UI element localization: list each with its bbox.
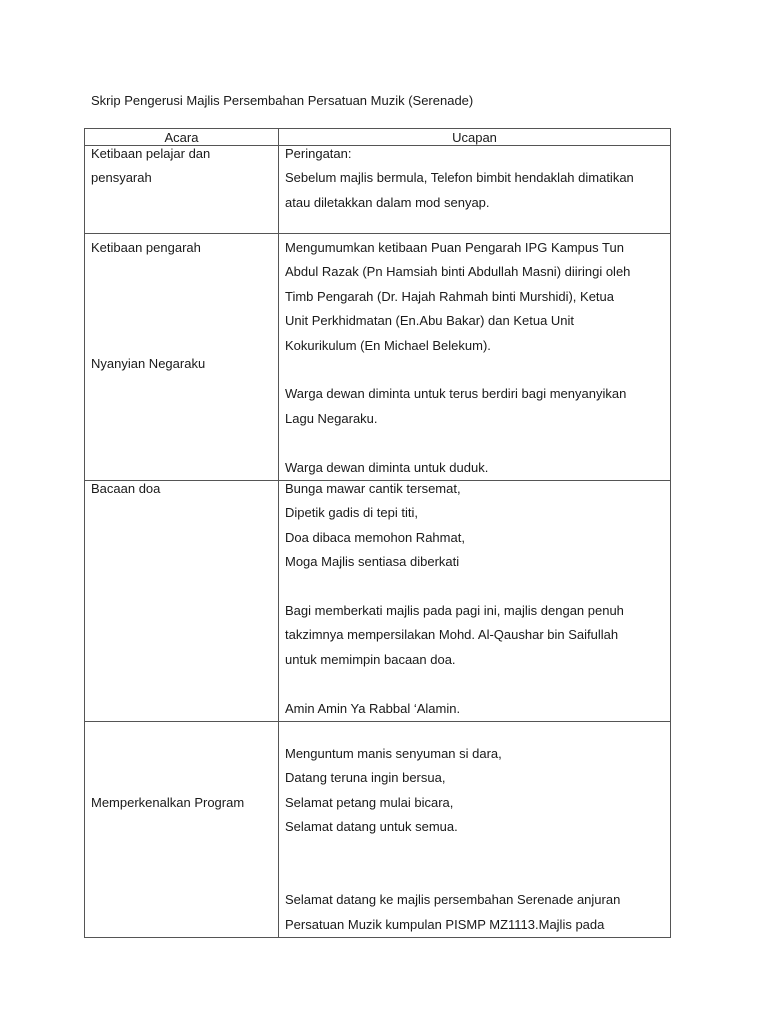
ucapan-line: Amin Amin Ya Rabbal ‘Alamin. <box>285 700 461 716</box>
ucapan-line: Unit Perkhidmatan (En.Abu Bakar) dan Ketua Unit <box>285 313 575 329</box>
ucapan-line: Mengumumkan ketibaan Puan Pengarah IPG Kampus Tun <box>285 240 624 255</box>
acara-cell <box>85 234 279 481</box>
ucapan-line: Doa dibaca memohon Rahmat, <box>285 529 465 545</box>
table-row <box>85 481 671 722</box>
ucapan-line: Selamat datang ke majlis persembahan Serenade anjuran <box>285 892 621 908</box>
ucapan-line: Selamat datang untuk semua. <box>285 819 458 835</box>
ucapan-line: Warga dewan diminta untuk terus berdiri bagi menyanyikan <box>285 386 627 402</box>
ucapan-cell <box>279 722 671 938</box>
ucapan-line: Bagi memberkati majlis pada pagi ini, majlis dengan penuh <box>285 603 624 619</box>
ucapan-cell <box>279 146 671 234</box>
acara-line: Ketibaan pengarah <box>91 240 201 255</box>
ucapan-line: Persatuan Muzik kumpulan PISMP MZ1113.Majlis pada <box>285 916 605 932</box>
ucapan-line: Moga Majlis sentiasa diberkati <box>285 554 460 570</box>
ucapan-line: Dipetik gadis di tepi titi, <box>285 505 418 521</box>
ucapan-line: Bunga mawar cantik tersemat, <box>285 481 461 497</box>
script-table <box>84 128 671 938</box>
acara-cell <box>85 146 279 234</box>
ucapan-line: atau diletakkan dalam mod senyap. <box>285 194 490 210</box>
ucapan-line: Timb Pengarah (Dr. Hajah Rahmah binti Murshidi), Ketua <box>285 288 614 304</box>
ucapan-cell <box>279 481 671 722</box>
ucapan-line: Kokurikulum (En Michael Belekum). <box>285 337 491 353</box>
ucapan-line: Peringatan: <box>285 146 352 161</box>
acara-cell <box>85 722 279 938</box>
ucapan-line: Lagu Negaraku. <box>285 410 378 426</box>
ucapan-line: Datang teruna ingin bersua, <box>285 770 446 786</box>
table-row <box>85 722 671 938</box>
acara-cell <box>85 481 279 722</box>
ucapan-line: takzimnya mempersilakan Mohd. Al-Qaushar bin Saifullah <box>285 627 619 643</box>
ucapan-cell <box>279 234 671 481</box>
ucapan-line: Menguntum manis senyuman si dara, <box>285 746 502 762</box>
table-row <box>85 234 671 481</box>
acara-line: Ketibaan pelajar dan <box>91 146 211 161</box>
header-acara: Acara <box>85 129 279 146</box>
ucapan-line: Sebelum majlis bermula, Telefon bimbit hendaklah dimatikan <box>285 170 634 186</box>
acara-line: Nyanyian Negaraku <box>91 356 206 371</box>
header-ucapan: Ucapan <box>279 129 671 146</box>
ucapan-line: Selamat petang mulai bicara, <box>285 794 454 810</box>
acara-line: Memperkenalkan Program <box>91 795 245 811</box>
acara-line: Bacaan doa <box>91 481 161 497</box>
ucapan-line: Warga dewan diminta untuk duduk. <box>285 459 489 475</box>
document-title: Skrip Pengerusi Majlis Persembahan Persatuan Muzik (Serenade) <box>91 93 474 108</box>
ucapan-line: Abdul Razak (Pn Hamsiah binti Abdullah Masni) diiringi oleh <box>285 264 631 280</box>
table-row <box>85 146 671 234</box>
ucapan-line: untuk memimpin bacaan doa. <box>285 651 456 667</box>
acara-line: pensyarah <box>91 170 152 186</box>
